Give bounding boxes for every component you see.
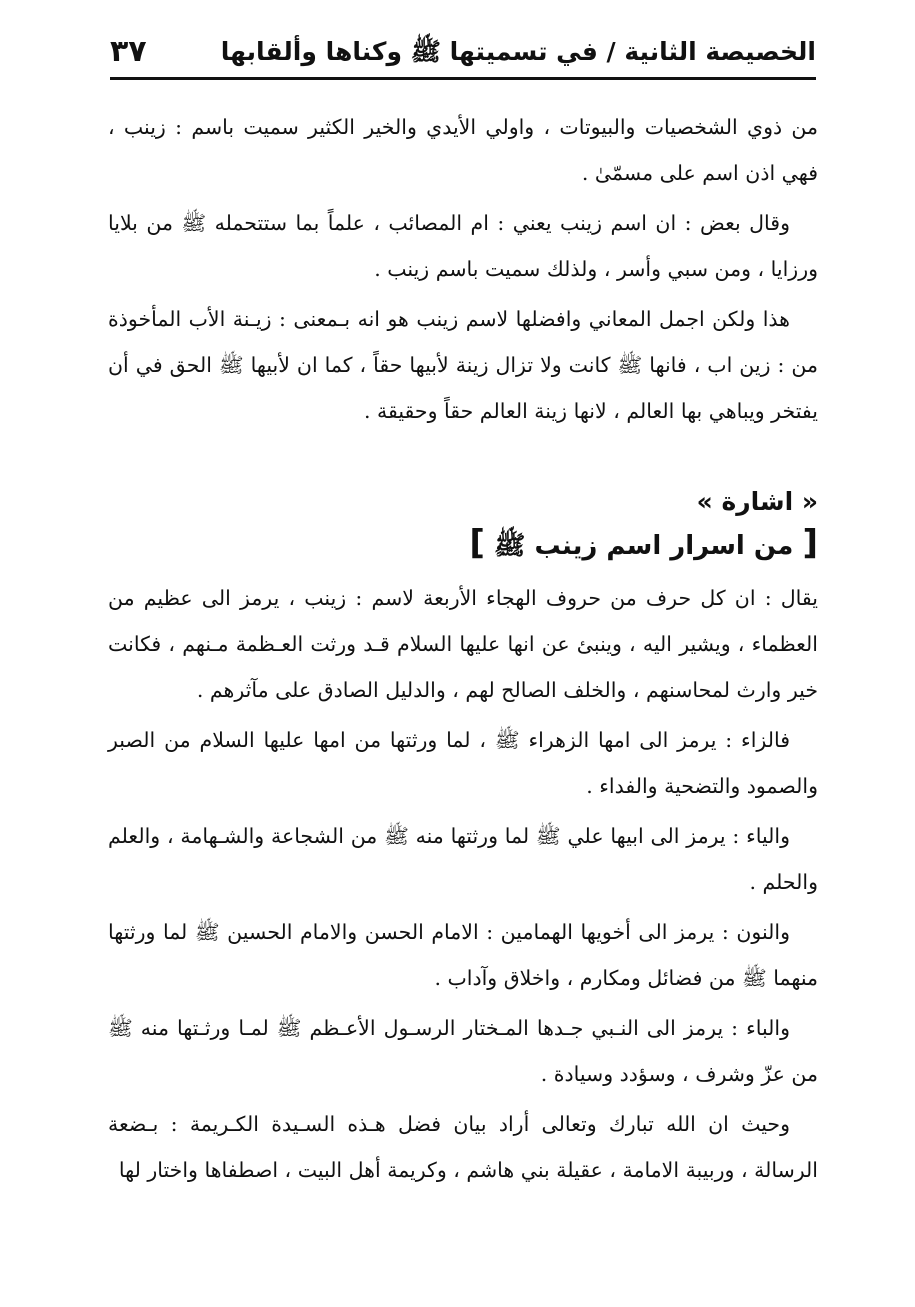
paragraph: وحيث ان الله تبارك وتعالى أراد بيان فضل هـذه السـيدة الكـريمة : بـضعة الرسالة ، وربيبة الامامة ، عقيلة بني هاشم ، وكريمة أهل البيت ، اصطفاها واختار لها <box>108 1112 818 1182</box>
paragraph: والنون : يرمز الى أخويها الهمامين : الامام الحسن والامام الحسين ﷺ لما ورثتها منهما ﷺ من فضائل ومكارم ، واخلاق وآداب . <box>108 920 818 990</box>
page-number: ٣٧ <box>110 34 147 69</box>
paragraph: وقال بعض : ان اسم زينب يعني : ام المصائب ، علماً بما ستتحمله ﷺ من بلايا ورزايا ، ومن سبي وأسر ، ولذلك سميت باسم زينب . <box>108 211 818 281</box>
section-heading: « اشارة » <box>696 487 818 516</box>
bracket-close: ] <box>469 523 485 563</box>
paragraph: والياء : يرمز الى ابيها علي ﷺ لما ورثتها منه ﷺ من الشجاعة والشـهامة ، والعلم والحلم . <box>108 824 818 894</box>
paragraph: هذا ولكن اجمل المعاني وافضلها لاسم زينب هو انه بـمعنى : زيـنة الأب المأخوذة من : زين اب ، فانها ﷺ كانت ولا تزال زينة لأبيها حقاً ، كما ان لأبيها ﷺ الحق في أن يفتخر ويباهي بها العالم ، لانها زينة العالم حقاً وحقيقة . <box>108 307 818 423</box>
paragraph: يقال : ان كل حرف من حروف الهجاء الأربعة لاسم : زينب ، يرمز الى عظيم من العظماء ، ويشير اليه ، وينبئ عن انها عليها السلام قـد ورثت العـظمة مـنهم ، فكانت خير وارث لمحاسنهم ، والخلف الصالح لهم ، والدليل الصادق على مآثرهم . <box>108 586 818 702</box>
running-title: الخصيصة الثانية / في تسميتها ﷺ وكناها وألقابها <box>220 37 816 66</box>
section-subheading <box>108 522 818 567</box>
bracket-open: [ <box>802 523 818 563</box>
subheading-text: من اسرار اسم زينب ﷺ <box>494 531 794 561</box>
body-text <box>108 104 818 1197</box>
page-header <box>110 32 816 84</box>
paragraph: والباء : يرمز الى النـبي جـدها المـختار الرسـول الأعـظم ﷺ لمـا ورثـتها منه ﷺ من عزّ وشرف ، وسؤدد وسيادة . <box>108 1016 818 1086</box>
paragraph: من ذوي الشخصيات والبيوتات ، واولي الأيدي والخير الكثير سميت باسم : زينب ، فهي اذن اسم على مسمّىٰ . <box>108 115 818 185</box>
header-rule <box>110 77 816 80</box>
paragraph: فالزاء : يرمز الى امها الزهراء ﷺ ، لما ورثتها من امها عليها السلام من الصبر والصمود والتضحية والفداء . <box>108 728 818 798</box>
